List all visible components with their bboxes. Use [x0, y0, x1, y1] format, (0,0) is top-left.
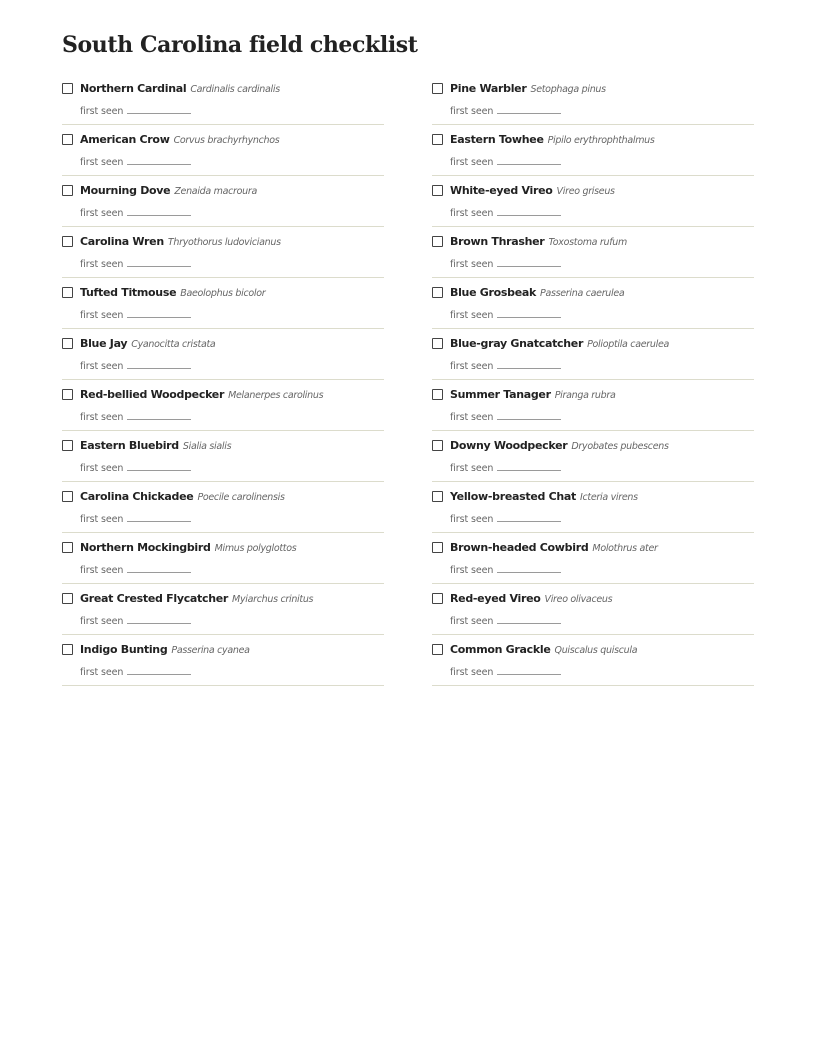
checklist-item	[432, 279, 754, 329]
common-name: Indigo Bunting	[80, 643, 168, 656]
species-name-line	[80, 643, 250, 656]
first-seen-label: first seen	[450, 616, 494, 627]
common-name: Mourning Dove	[80, 184, 171, 197]
checklist-item	[62, 483, 384, 533]
first-seen-line	[80, 461, 191, 474]
first-seen-blank[interactable]	[497, 308, 561, 318]
common-name: White-eyed Vireo	[450, 184, 553, 197]
species-name-line	[80, 541, 296, 554]
first-seen-label: first seen	[80, 514, 124, 525]
first-seen-blank[interactable]	[127, 308, 191, 318]
first-seen-label: first seen	[450, 157, 494, 168]
page-title: South Carolina field checklist	[62, 32, 418, 58]
first-seen-blank[interactable]	[497, 614, 561, 624]
checklist-item	[432, 381, 754, 431]
checkbox[interactable]	[62, 236, 73, 247]
scientific-name: Sialia sialis	[182, 441, 232, 452]
checkbox[interactable]	[432, 542, 443, 553]
checkbox[interactable]	[432, 134, 443, 145]
species-name-line	[80, 439, 231, 452]
checklist-item	[62, 636, 384, 686]
common-name: Downy Woodpecker	[450, 439, 568, 452]
first-seen-line	[80, 155, 191, 168]
first-seen-blank[interactable]	[127, 614, 191, 624]
first-seen-line	[450, 206, 561, 219]
common-name: Northern Mockingbird	[80, 541, 211, 554]
first-seen-line	[80, 410, 191, 423]
scientific-name: Quiscalus quiscula	[554, 645, 638, 656]
checklist-item	[432, 432, 754, 482]
first-seen-label: first seen	[450, 463, 494, 474]
species-name-line	[80, 388, 323, 401]
species-name-line	[450, 337, 669, 350]
first-seen-line	[450, 614, 561, 627]
checklist-column-left	[62, 75, 384, 687]
checklist-item	[62, 381, 384, 431]
species-name-line	[80, 235, 281, 248]
checklist-item	[432, 228, 754, 278]
common-name: Eastern Bluebird	[80, 439, 179, 452]
checklist-item	[432, 585, 754, 635]
first-seen-line	[80, 359, 191, 372]
first-seen-line	[80, 257, 191, 270]
common-name: Common Grackle	[450, 643, 551, 656]
first-seen-label: first seen	[80, 106, 124, 117]
scientific-name: Cardinalis cardinalis	[190, 84, 280, 95]
first-seen-blank[interactable]	[497, 155, 561, 165]
checkbox[interactable]	[432, 440, 443, 451]
first-seen-blank[interactable]	[127, 512, 191, 522]
scientific-name: Myiarchus crinitus	[232, 594, 314, 605]
first-seen-blank[interactable]	[127, 563, 191, 573]
checkbox[interactable]	[432, 83, 443, 94]
species-name-line	[450, 286, 624, 299]
first-seen-line	[450, 665, 561, 678]
first-seen-line	[450, 410, 561, 423]
common-name: Blue Jay	[80, 337, 128, 350]
checkbox[interactable]	[432, 185, 443, 196]
first-seen-blank[interactable]	[127, 665, 191, 675]
checkbox[interactable]	[432, 491, 443, 502]
checkbox[interactable]	[432, 593, 443, 604]
species-name-line	[450, 388, 616, 401]
first-seen-label: first seen	[80, 361, 124, 372]
checklist-item	[62, 534, 384, 584]
first-seen-label: first seen	[450, 361, 494, 372]
checklist-item	[432, 75, 754, 125]
common-name: Northern Cardinal	[80, 82, 187, 95]
scientific-name: Corvus brachyrhynchos	[173, 135, 280, 146]
first-seen-label: first seen	[80, 412, 124, 423]
checklist-item	[432, 636, 754, 686]
scientific-name: Zenaida macroura	[174, 186, 257, 197]
common-name: Carolina Wren	[80, 235, 164, 248]
checklist-item	[62, 228, 384, 278]
species-name-line	[450, 592, 612, 605]
first-seen-blank[interactable]	[497, 104, 561, 114]
common-name: Pine Warbler	[450, 82, 527, 95]
species-name-line	[450, 490, 638, 503]
checkbox[interactable]	[432, 389, 443, 400]
first-seen-blank[interactable]	[497, 206, 561, 216]
species-name-line	[450, 643, 637, 656]
first-seen-line	[80, 206, 191, 219]
first-seen-blank[interactable]	[127, 410, 191, 420]
first-seen-blank[interactable]	[127, 104, 191, 114]
first-seen-blank[interactable]	[127, 206, 191, 216]
scientific-name: Dryobates pubescens	[571, 441, 669, 452]
scientific-name: Vireo griseus	[556, 186, 615, 197]
first-seen-label: first seen	[450, 667, 494, 678]
first-seen-label: first seen	[450, 106, 494, 117]
species-name-line	[80, 592, 313, 605]
checkbox[interactable]	[62, 134, 73, 145]
first-seen-label: first seen	[80, 310, 124, 321]
species-name-line	[80, 337, 215, 350]
scientific-name: Mimus polyglottos	[214, 543, 297, 554]
species-name-line	[80, 133, 279, 146]
first-seen-line	[450, 104, 561, 117]
first-seen-line	[450, 563, 561, 576]
scientific-name: Setophaga pinus	[530, 84, 606, 95]
checklist-item	[62, 279, 384, 329]
scientific-name: Piranga rubra	[554, 390, 616, 401]
checklist-item	[62, 330, 384, 380]
checklist-item	[62, 585, 384, 635]
scientific-name: Passerina caerulea	[540, 288, 625, 299]
first-seen-label: first seen	[80, 565, 124, 576]
first-seen-line	[80, 104, 191, 117]
scientific-name: Melanerpes carolinus	[228, 390, 324, 401]
checklist-item	[432, 330, 754, 380]
first-seen-blank[interactable]	[497, 461, 561, 471]
checkbox[interactable]	[62, 644, 73, 655]
common-name: Blue Grosbeak	[450, 286, 537, 299]
first-seen-blank[interactable]	[497, 512, 561, 522]
first-seen-blank[interactable]	[127, 461, 191, 471]
first-seen-label: first seen	[80, 463, 124, 474]
scientific-name: Polioptila caerulea	[587, 339, 670, 350]
checkbox[interactable]	[432, 236, 443, 247]
checklist-item	[432, 126, 754, 176]
species-name-line	[450, 235, 627, 248]
common-name: Blue-gray Gnatcatcher	[450, 337, 584, 350]
common-name: Red-bellied Woodpecker	[80, 388, 225, 401]
first-seen-blank[interactable]	[497, 563, 561, 573]
common-name: Tufted Titmouse	[80, 286, 177, 299]
common-name: American Crow	[80, 133, 170, 146]
scientific-name: Molothrus ater	[592, 543, 658, 554]
checkbox[interactable]	[62, 185, 73, 196]
first-seen-label: first seen	[450, 259, 494, 270]
species-name-line	[80, 286, 265, 299]
checklist-column-right	[432, 75, 754, 687]
species-name-line	[80, 82, 280, 95]
first-seen-line	[80, 614, 191, 627]
common-name: Eastern Towhee	[450, 133, 544, 146]
scientific-name: Icteria virens	[579, 492, 638, 503]
checkbox[interactable]	[62, 389, 73, 400]
first-seen-label: first seen	[80, 208, 124, 219]
common-name: Brown-headed Cowbird	[450, 541, 589, 554]
common-name: Great Crested Flycatcher	[80, 592, 229, 605]
scientific-name: Baeolophus bicolor	[180, 288, 266, 299]
checkbox[interactable]	[62, 491, 73, 502]
first-seen-blank[interactable]	[497, 665, 561, 675]
scientific-name: Vireo olivaceus	[544, 594, 613, 605]
checkbox[interactable]	[62, 542, 73, 553]
scientific-name: Toxostoma rufum	[548, 237, 627, 248]
species-name-line	[450, 184, 615, 197]
first-seen-line	[80, 563, 191, 576]
first-seen-label: first seen	[80, 157, 124, 168]
common-name: Yellow-breasted Chat	[450, 490, 576, 503]
first-seen-label: first seen	[80, 667, 124, 678]
first-seen-line	[450, 155, 561, 168]
checkbox[interactable]	[62, 287, 73, 298]
scientific-name: Thryothorus ludovicianus	[167, 237, 281, 248]
first-seen-blank[interactable]	[497, 410, 561, 420]
first-seen-label: first seen	[450, 310, 494, 321]
species-name-line	[80, 184, 257, 197]
common-name: Brown Thrasher	[450, 235, 545, 248]
checkbox[interactable]	[62, 593, 73, 604]
first-seen-label: first seen	[450, 412, 494, 423]
scientific-name: Pipilo erythrophthalmus	[547, 135, 655, 146]
first-seen-line	[450, 512, 561, 525]
first-seen-blank[interactable]	[127, 257, 191, 267]
common-name: Summer Tanager	[450, 388, 551, 401]
first-seen-blank[interactable]	[497, 359, 561, 369]
checklist-item	[62, 177, 384, 227]
checkbox[interactable]	[432, 287, 443, 298]
first-seen-line	[80, 308, 191, 321]
first-seen-line	[80, 512, 191, 525]
checklist-item	[62, 75, 384, 125]
checkbox[interactable]	[62, 83, 73, 94]
common-name: Carolina Chickadee	[80, 490, 194, 503]
species-name-line	[450, 541, 658, 554]
checkbox[interactable]	[432, 338, 443, 349]
first-seen-label: first seen	[80, 259, 124, 270]
species-name-line	[450, 133, 655, 146]
checkbox[interactable]	[432, 644, 443, 655]
scientific-name: Poecile carolinensis	[197, 492, 285, 503]
first-seen-blank[interactable]	[127, 359, 191, 369]
first-seen-line	[450, 257, 561, 270]
first-seen-line	[450, 308, 561, 321]
first-seen-blank[interactable]	[127, 155, 191, 165]
checklist-item	[62, 432, 384, 482]
first-seen-blank[interactable]	[497, 257, 561, 267]
first-seen-label: first seen	[450, 514, 494, 525]
first-seen-line	[450, 461, 561, 474]
species-name-line	[80, 490, 285, 503]
first-seen-line	[450, 359, 561, 372]
checklist-item	[62, 126, 384, 176]
first-seen-label: first seen	[450, 208, 494, 219]
scientific-name: Passerina cyanea	[171, 645, 250, 656]
checklist-item	[432, 483, 754, 533]
species-name-line	[450, 439, 669, 452]
checklist-item	[432, 534, 754, 584]
species-name-line	[450, 82, 606, 95]
first-seen-label: first seen	[450, 565, 494, 576]
scientific-name: Cyanocitta cristata	[131, 339, 216, 350]
checkbox[interactable]	[62, 338, 73, 349]
first-seen-label: first seen	[80, 616, 124, 627]
common-name: Red-eyed Vireo	[450, 592, 541, 605]
first-seen-line	[80, 665, 191, 678]
checkbox[interactable]	[62, 440, 73, 451]
checklist-item	[432, 177, 754, 227]
